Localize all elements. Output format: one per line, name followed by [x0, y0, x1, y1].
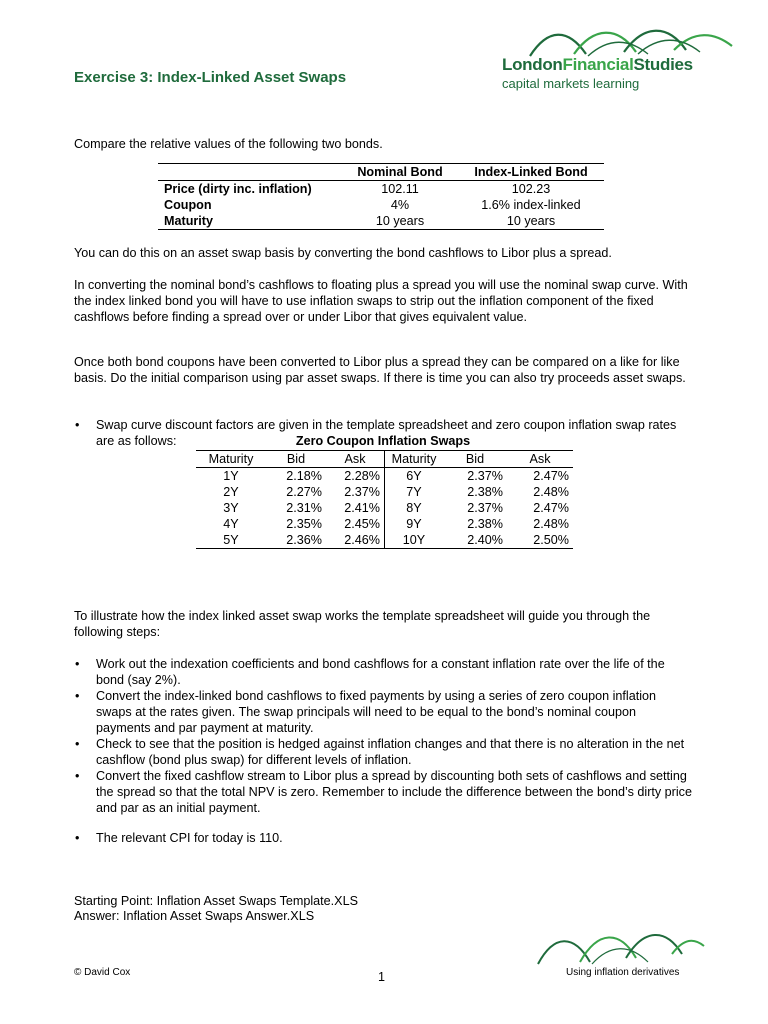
- ask-cell: 2.41%: [326, 500, 385, 516]
- paragraph-steps-intro: To illustrate how the index linked asset swap works the template spreadsheet will guide you through the following steps:: [74, 609, 651, 639]
- maturity-cell: 1Y: [223, 469, 239, 483]
- page-number: 1: [378, 970, 386, 984]
- index-linked-value: 10 years: [458, 213, 604, 230]
- maturity-cell: 3Y: [223, 501, 239, 515]
- table-header: Maturity: [196, 451, 266, 468]
- ask-cell: 2.48%: [533, 517, 569, 531]
- table-header: Bid: [266, 451, 326, 468]
- bid-cell: 2.27%: [286, 485, 322, 499]
- index-linked-value: 1.6% index-linked: [481, 198, 581, 212]
- bid-cell: 2.37%: [467, 469, 503, 483]
- logo-arcs-icon: [528, 24, 734, 58]
- table-row: [158, 213, 604, 230]
- logo-tagline: capital markets learning: [502, 76, 640, 91]
- footer-author: © David Cox: [74, 967, 131, 978]
- ask-cell: 2.48%: [533, 485, 569, 499]
- table-header: Nominal Bond: [342, 164, 458, 181]
- row-label: Coupon: [164, 198, 212, 212]
- table-row: [196, 484, 573, 500]
- list-item: • Convert the fixed cashflow stream to Libor plus a spread by discounting both sets of cashflows and setting the spread so that the total NPV is zero. Remember to include the difference between the bond’s dirty price and par as an initial payment.: [74, 768, 694, 816]
- maturity-cell: 7Y: [406, 485, 422, 499]
- bond-comparison-table: [158, 163, 604, 230]
- row-label: Maturity: [158, 213, 342, 230]
- table-header: Index-Linked Bond: [458, 164, 604, 181]
- logo-name: LondonFinancialStudies: [502, 55, 693, 74]
- ask-cell: 2.37%: [326, 484, 385, 500]
- list-item: • Convert the index-linked bond cashflows to fixed payments by using a series of zero coupon inflation swaps at the rates given. The swap principals will need to be equal to the bond’s nominal coupon payments and par payment at maturity.: [74, 688, 694, 736]
- row-label: Price (dirty inc. inflation): [164, 182, 312, 196]
- list-item: • Check to see that the position is hedged against inflation changes and that there is no alteration in the net cashflow (bond plus swap) for different levels of inflation.: [74, 736, 694, 768]
- footer-section: Using inflation derivatives: [566, 967, 680, 978]
- intro-text: Compare the relative values of the following two bonds.: [74, 137, 383, 151]
- ask-cell: 2.47%: [533, 501, 569, 515]
- table-row: [196, 532, 573, 549]
- bid-cell: 2.37%: [467, 501, 503, 515]
- ask-cell: 2.50%: [507, 532, 573, 549]
- ask-cell: 2.45%: [326, 516, 385, 532]
- maturity-cell: 2Y: [223, 485, 239, 499]
- bid-cell: 2.18%: [286, 469, 322, 483]
- table-header: Bid: [443, 451, 507, 468]
- paragraph-conversion: In converting the nominal bond’s cashflows to floating plus a spread you will use the nominal swap curve. With the index linked bond you will have to use inflation swaps to strip out the inflation component of the fixed cashflows before finding a spread over or under Libor that gives equivalent value.: [74, 278, 688, 324]
- table-header: Maturity: [385, 451, 444, 468]
- table-row: [158, 181, 604, 198]
- paragraph-comparison: Once both bond coupons have been converted to Libor plus a spread they can be compared on a like for like basis. Do the initial comparison using par asset swaps. If there is time you can also try proceeds asset swaps.: [74, 355, 686, 385]
- table-row: [196, 516, 573, 532]
- footer-logo-arcs-icon: [536, 924, 706, 966]
- list-item: • Swap curve discount factors are given in the template spreadsheet and zero coupon inflation swap rates are as follows:: [74, 417, 694, 449]
- maturity-cell: 10Y: [385, 532, 444, 549]
- ask-cell: 2.47%: [533, 469, 569, 483]
- inflation-swaps-table: [196, 450, 573, 549]
- steps-list: [74, 656, 694, 816]
- table-row: [158, 197, 604, 213]
- cpi-list: [74, 830, 694, 846]
- list-item: • Work out the indexation coefficients and bond cashflows for a constant inflation rate over the life of the bond (say 2%).: [74, 656, 694, 688]
- maturity-cell: 4Y: [223, 517, 239, 531]
- bid-cell: 2.38%: [467, 517, 503, 531]
- table-row: [196, 500, 573, 516]
- table-header: [158, 164, 342, 181]
- bid-cell: 2.40%: [443, 532, 507, 549]
- bid-cell: 2.35%: [286, 517, 322, 531]
- ask-cell: 2.46%: [326, 532, 385, 549]
- bid-cell: 2.38%: [467, 485, 503, 499]
- nominal-value: 4%: [390, 198, 410, 212]
- ask-cell: 2.28%: [326, 468, 385, 485]
- page-title: Exercise 3: Index-Linked Asset Swaps: [74, 69, 347, 86]
- inflation-table-title: Zero Coupon Inflation Swaps: [295, 434, 471, 448]
- index-linked-value: 102.23: [511, 182, 551, 196]
- table-header: Ask: [507, 451, 573, 468]
- table-row: [196, 468, 573, 485]
- maturity-cell: 5Y: [196, 532, 266, 549]
- nominal-value: 10 years: [342, 213, 458, 230]
- list-item: • The relevant CPI for today is 110.: [74, 830, 694, 846]
- maturity-cell: 8Y: [406, 501, 422, 515]
- answer-file: Answer: Inflation Asset Swaps Answer.XLS: [74, 909, 315, 923]
- company-logo: [500, 24, 736, 94]
- bid-cell: 2.31%: [286, 501, 322, 515]
- nominal-value: 102.11: [381, 182, 419, 196]
- starting-point-file: Starting Point: Inflation Asset Swaps Template.XLS: [74, 894, 358, 908]
- maturity-cell: 6Y: [406, 469, 422, 483]
- bid-cell: 2.36%: [266, 532, 326, 549]
- table-header: Ask: [326, 451, 385, 468]
- maturity-cell: 9Y: [406, 517, 422, 531]
- paragraph-asset-swap: You can do this on an asset swap basis by converting the bond cashflows to Libor plus a spread.: [74, 246, 612, 260]
